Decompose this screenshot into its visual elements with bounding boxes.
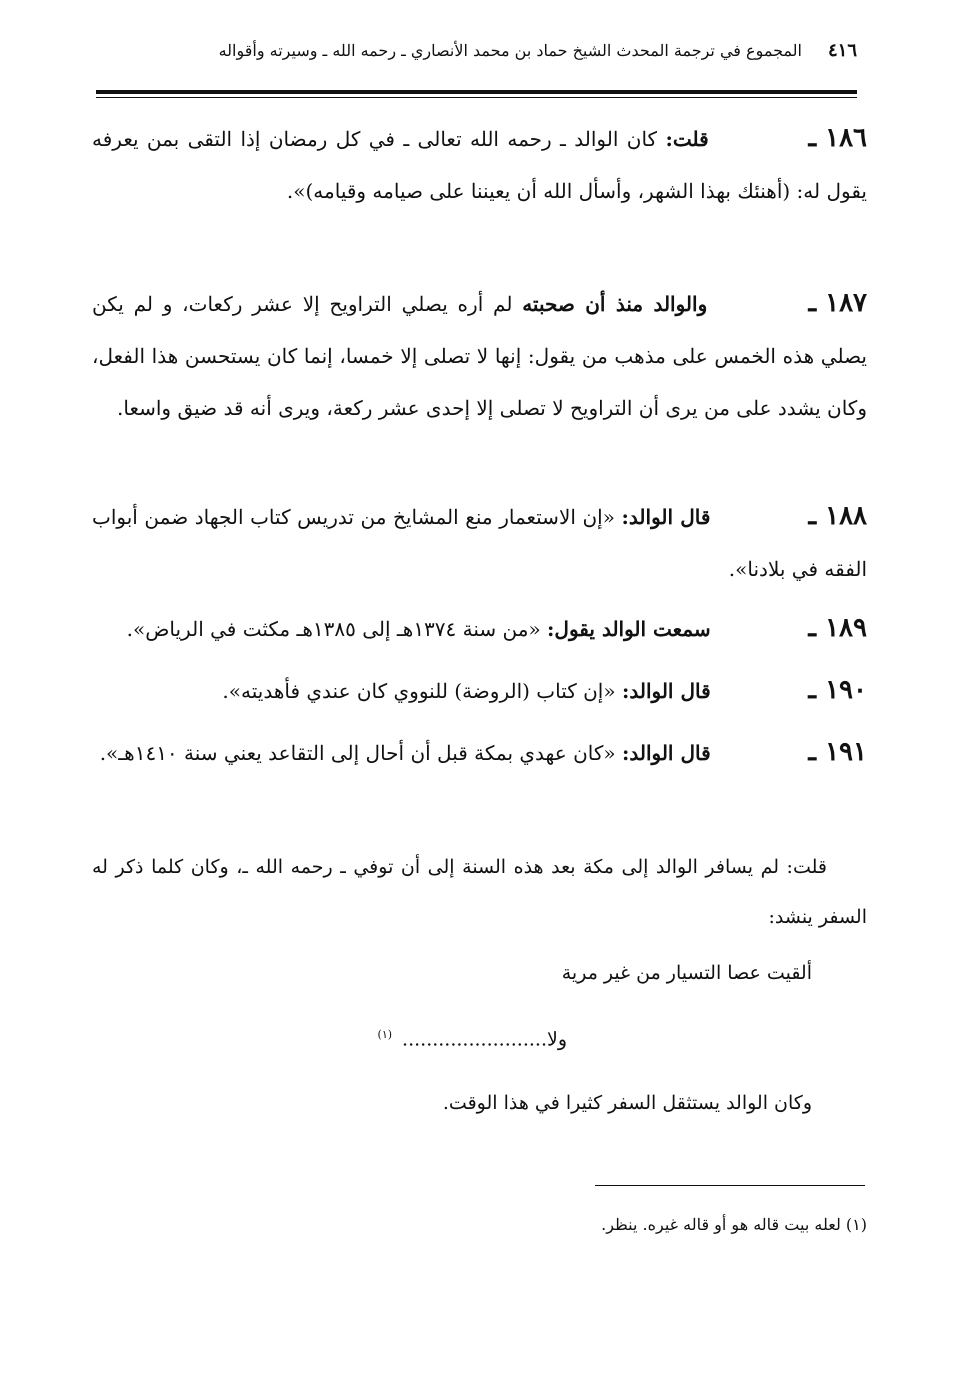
- entry-189: [92, 602, 867, 655]
- entry-number: ١٩١ ـ: [808, 737, 867, 767]
- running-title: المجموع في ترجمة المحدث الشيخ حماد بن محمد الأنصاري ـ رحمه الله ـ وسيرته وأقواله: [218, 41, 802, 60]
- entry-187: [92, 277, 867, 434]
- entry-number: ١٨٨ ـ: [808, 501, 868, 531]
- verse-line-1: ألقيت عصا التسيار من غير مرية: [561, 962, 812, 984]
- footnote: (١) لعله بيت قاله هو أو قاله غيره. ينظر.: [601, 1215, 867, 1234]
- footnote-rule: [595, 1185, 865, 1186]
- closing-paragraph: قلت: لم يسافر الوالد إلى مكة بعد هذه السنة إلى أن توفي ـ رحمه الله ـ، وكان كلما ذكر له السفر ينشد:: [92, 856, 867, 928]
- entry-number: ١٨٦ ـ: [808, 123, 868, 153]
- entry-number: ١٨٧ ـ: [808, 288, 868, 318]
- entry-number: ١٩٠ ـ: [808, 675, 867, 705]
- entry-186: [92, 112, 867, 217]
- verse-line-2: [378, 1028, 567, 1050]
- entry-text: «إن الاستعمار منع المشايخ من تدريس كتاب الجهاد ضمن أبواب الفقه في بلادنا».: [92, 505, 867, 581]
- entry-lead: قال الوالد:: [621, 505, 711, 529]
- verse-line-2-text: ولا........................: [402, 1028, 567, 1051]
- entry-lead: قال الوالد:: [621, 741, 711, 765]
- entry-text: «كان عهدي بمكة قبل أن أحال إلى التقاعد يعني سنة ١٤١٠هـ».: [99, 741, 616, 765]
- running-header: [190, 40, 857, 61]
- page-number: ٤١٦: [827, 40, 857, 61]
- entry-lead: قال الوالد:: [621, 679, 711, 703]
- header-rule: [96, 90, 857, 94]
- entry-188: [92, 490, 867, 595]
- footnote-marker: (١): [377, 1028, 393, 1041]
- final-line: وكان الوالد يستثقل السفر كثيرا في هذا الوقت.: [442, 1092, 812, 1114]
- entry-text: «من سنة ١٣٧٤هـ إلى ١٣٨٥هـ مكثت في الرياض».: [126, 617, 541, 641]
- entry-lead: سمعت الوالد يقول:: [547, 617, 711, 641]
- entry-lead: والوالد منذ أن صحبته: [522, 292, 708, 316]
- entry-number: ١٨٩ ـ: [808, 613, 867, 643]
- entry-text: لم أره يصلي التراويح إلا عشر ركعات، و لم يكن يصلي هذه الخمس على مذهب من يقول: إنها لا تصلى إلا خمسا، إنما كان يستحسن هذا الفعل، وكان يشدد على من يرى أن التراويح لا تصلى إلا إحدى عشر ركعة، ويرى أنه قد ضيق واسعا.: [92, 292, 867, 420]
- entry-191: [92, 726, 867, 779]
- entry-lead: قلت:: [665, 127, 709, 151]
- entry-190: [92, 664, 867, 717]
- header-rule-thin: [96, 97, 857, 98]
- entry-text: «إن كتاب (الروضة) للنووي كان عندي فأهديته».: [222, 679, 616, 703]
- entry-text: كان الوالد ـ رحمه الله تعالى ـ في كل رمضان إذا التقى بمن يعرفه يقول له: (أهنئك بهذا الشهر، وأسأل الله أن يعيننا على صيامه وقيامه)».: [92, 127, 867, 203]
